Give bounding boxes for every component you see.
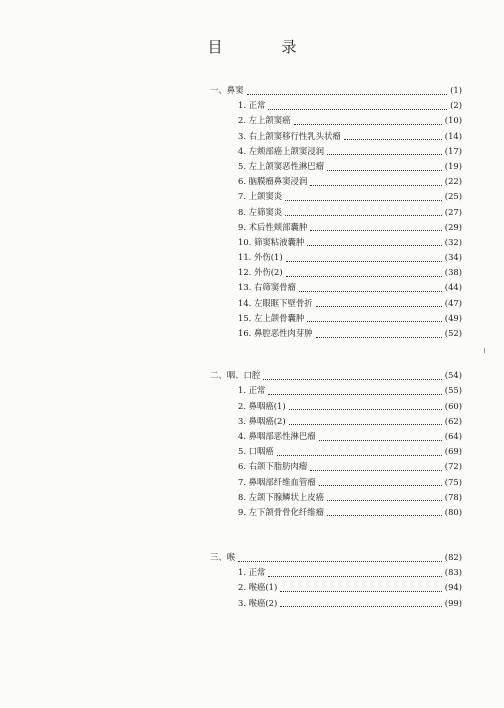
toc-item[interactable] [210, 130, 462, 145]
toc-label: 二、咽、口腔 [210, 370, 261, 381]
toc-page-number: (80) [444, 506, 462, 517]
dot-leader [310, 469, 442, 471]
toc-page-number: (22) [444, 176, 462, 187]
dot-leader [310, 184, 442, 186]
toc-item[interactable] [210, 236, 462, 251]
toc-label: 11. 外伤(1) [238, 252, 283, 263]
dot-leader [327, 169, 442, 171]
toc-page-number: (54) [444, 370, 462, 381]
toc-page-number: (55) [444, 385, 462, 396]
toc-page-number: (38) [444, 267, 462, 278]
toc-item[interactable] [210, 506, 462, 521]
toc-label: 3. 鼻咽癌(2) [238, 415, 286, 426]
toc-page-number: (52) [444, 328, 462, 338]
toc-page-number: (49) [444, 312, 462, 323]
toc-label: 9. 术后性颊部囊肿 [238, 221, 308, 232]
toc-section-heading[interactable] [210, 84, 462, 99]
toc-page-number: (29) [444, 221, 462, 232]
toc-item[interactable] [210, 566, 462, 581]
dot-leader [307, 244, 442, 246]
toc-page-number: (69) [444, 446, 462, 457]
toc-label: 2. 左上颌窦癌 [238, 115, 291, 126]
toc-label: 1. 正常 [238, 567, 266, 578]
toc-label: 2. 喉癌(1) [238, 582, 278, 593]
dot-leader [344, 138, 442, 140]
toc-label: 4. 左颊部癌上颌窦浸润 [238, 145, 325, 156]
toc-label: 10. 筛窦粘液囊肿 [238, 236, 305, 247]
toc-page-number: (64) [444, 430, 462, 441]
toc-item[interactable] [210, 430, 462, 445]
toc-label: 4. 鼻咽部恶性淋巴瘤 [238, 430, 316, 441]
toc-item[interactable] [210, 312, 462, 327]
toc-item[interactable] [210, 415, 462, 430]
dot-leader [268, 393, 441, 395]
toc-label: 5. 左上颌窦恶性淋巴瘤 [238, 160, 325, 171]
dot-leader [268, 575, 441, 577]
toc-label: 13. 右筛窦骨瘤 [238, 282, 296, 293]
dot-leader [268, 108, 447, 110]
toc-item[interactable] [210, 114, 462, 129]
toc-item[interactable] [210, 190, 462, 205]
toc-item[interactable] [210, 160, 462, 175]
toc-item[interactable] [210, 297, 462, 312]
dot-leader [289, 423, 442, 425]
toc-page-number: (34) [444, 252, 462, 263]
page-title: 目 录 [207, 38, 319, 56]
toc-page-number: (44) [444, 282, 462, 293]
dot-leader [285, 214, 442, 216]
toc-section-heading[interactable] [210, 369, 462, 384]
toc-label: 一、鼻窦 [210, 85, 244, 95]
dot-leader [294, 123, 442, 125]
dot-leader [280, 590, 442, 592]
toc-label: 12. 外伤(2) [238, 267, 283, 278]
toc-item[interactable] [210, 327, 462, 342]
toc-item[interactable] [210, 476, 462, 491]
toc-page-number: (17) [444, 145, 462, 156]
dot-leader [327, 153, 442, 155]
toc-label: 8. 左筛窦炎 [238, 206, 283, 217]
toc-page-number: (62) [444, 415, 462, 426]
toc-page-number: (47) [444, 297, 462, 308]
toc-item[interactable] [210, 221, 462, 236]
toc-section-heading[interactable] [210, 551, 462, 566]
dot-leader [307, 320, 442, 322]
toc-page-number: (14) [444, 130, 462, 141]
toc-page-number: (1) [450, 85, 462, 95]
dot-leader [289, 408, 442, 410]
toc-label: 1. 正常 [238, 100, 266, 111]
toc-item[interactable] [210, 251, 462, 266]
dot-leader [299, 290, 442, 292]
dot-leader [247, 93, 448, 95]
toc-page-number: (94) [444, 582, 462, 593]
toc-item[interactable] [210, 400, 462, 415]
toc-page-number: (10) [444, 115, 462, 126]
toc-item[interactable] [210, 145, 462, 160]
toc-item[interactable] [210, 460, 462, 475]
toc-label: 7. 鼻咽部纤维血管瘤 [238, 476, 316, 487]
toc-page-number: (78) [444, 491, 462, 502]
toc-page-number: (75) [444, 476, 462, 487]
dot-leader [319, 484, 442, 486]
dot-leader [316, 305, 442, 307]
toc-item[interactable] [210, 384, 462, 399]
toc-page-number: (60) [444, 400, 462, 411]
dot-leader [286, 275, 442, 277]
toc-page-number: (32) [444, 236, 462, 247]
toc-label: 3. 喉癌(2) [238, 597, 278, 608]
toc-item[interactable] [210, 581, 462, 596]
toc-item[interactable] [210, 597, 462, 612]
toc-page-number: (82) [444, 552, 462, 563]
dot-leader [319, 439, 442, 441]
toc-label: 6. 右颌下脂肪肉瘤 [238, 461, 308, 472]
toc-item[interactable] [210, 491, 462, 506]
dot-leader [263, 378, 442, 380]
toc-page-number: (72) [444, 461, 462, 472]
toc-label: 15. 左上颌骨囊肿 [238, 312, 305, 323]
toc-item[interactable] [210, 281, 462, 296]
toc-label: 14. 左眼眶下壁骨折 [238, 297, 313, 308]
toc-label: 8. 左颌下腺鳞状上皮癌 [238, 491, 325, 502]
toc-page-number: (27) [444, 206, 462, 217]
dot-leader [316, 336, 442, 338]
toc-item[interactable] [210, 445, 462, 460]
toc-page-number: (19) [444, 160, 462, 171]
table-of-contents [210, 84, 462, 612]
dot-leader [327, 514, 442, 516]
toc-label: 7. 上颌窦炎 [238, 191, 283, 202]
toc-label: 9. 左下颌骨骨化纤维瘤 [238, 506, 325, 517]
toc-item[interactable] [210, 266, 462, 281]
toc-page-number: (25) [444, 191, 462, 202]
dot-leader [238, 560, 442, 562]
dot-leader [310, 229, 442, 231]
toc-item[interactable] [210, 175, 462, 190]
toc-item[interactable] [210, 206, 462, 221]
dot-leader [327, 499, 442, 501]
toc-label: 2. 鼻咽癌(1) [238, 400, 286, 411]
toc-label: 三、喉 [210, 552, 236, 563]
dot-leader [277, 454, 442, 456]
toc-label: 16. 鼻腔恶性肉芽肿 [238, 328, 313, 338]
toc-page-number: (83) [444, 567, 462, 578]
toc-page-number: (2) [450, 100, 462, 111]
toc-page-number: (99) [444, 597, 462, 608]
scan-mark [484, 348, 485, 353]
toc-label: 6. 脑膜瘤鼻窦浸润 [238, 176, 308, 187]
toc-label: 3. 右上颌窦移行性乳头状瘤 [238, 130, 341, 141]
toc-item[interactable] [210, 99, 462, 114]
dot-leader [285, 199, 442, 201]
dot-leader [286, 260, 442, 262]
toc-label: 1. 正常 [238, 385, 266, 396]
dot-leader [280, 605, 442, 607]
toc-label: 5. 口咽癌 [238, 446, 274, 457]
